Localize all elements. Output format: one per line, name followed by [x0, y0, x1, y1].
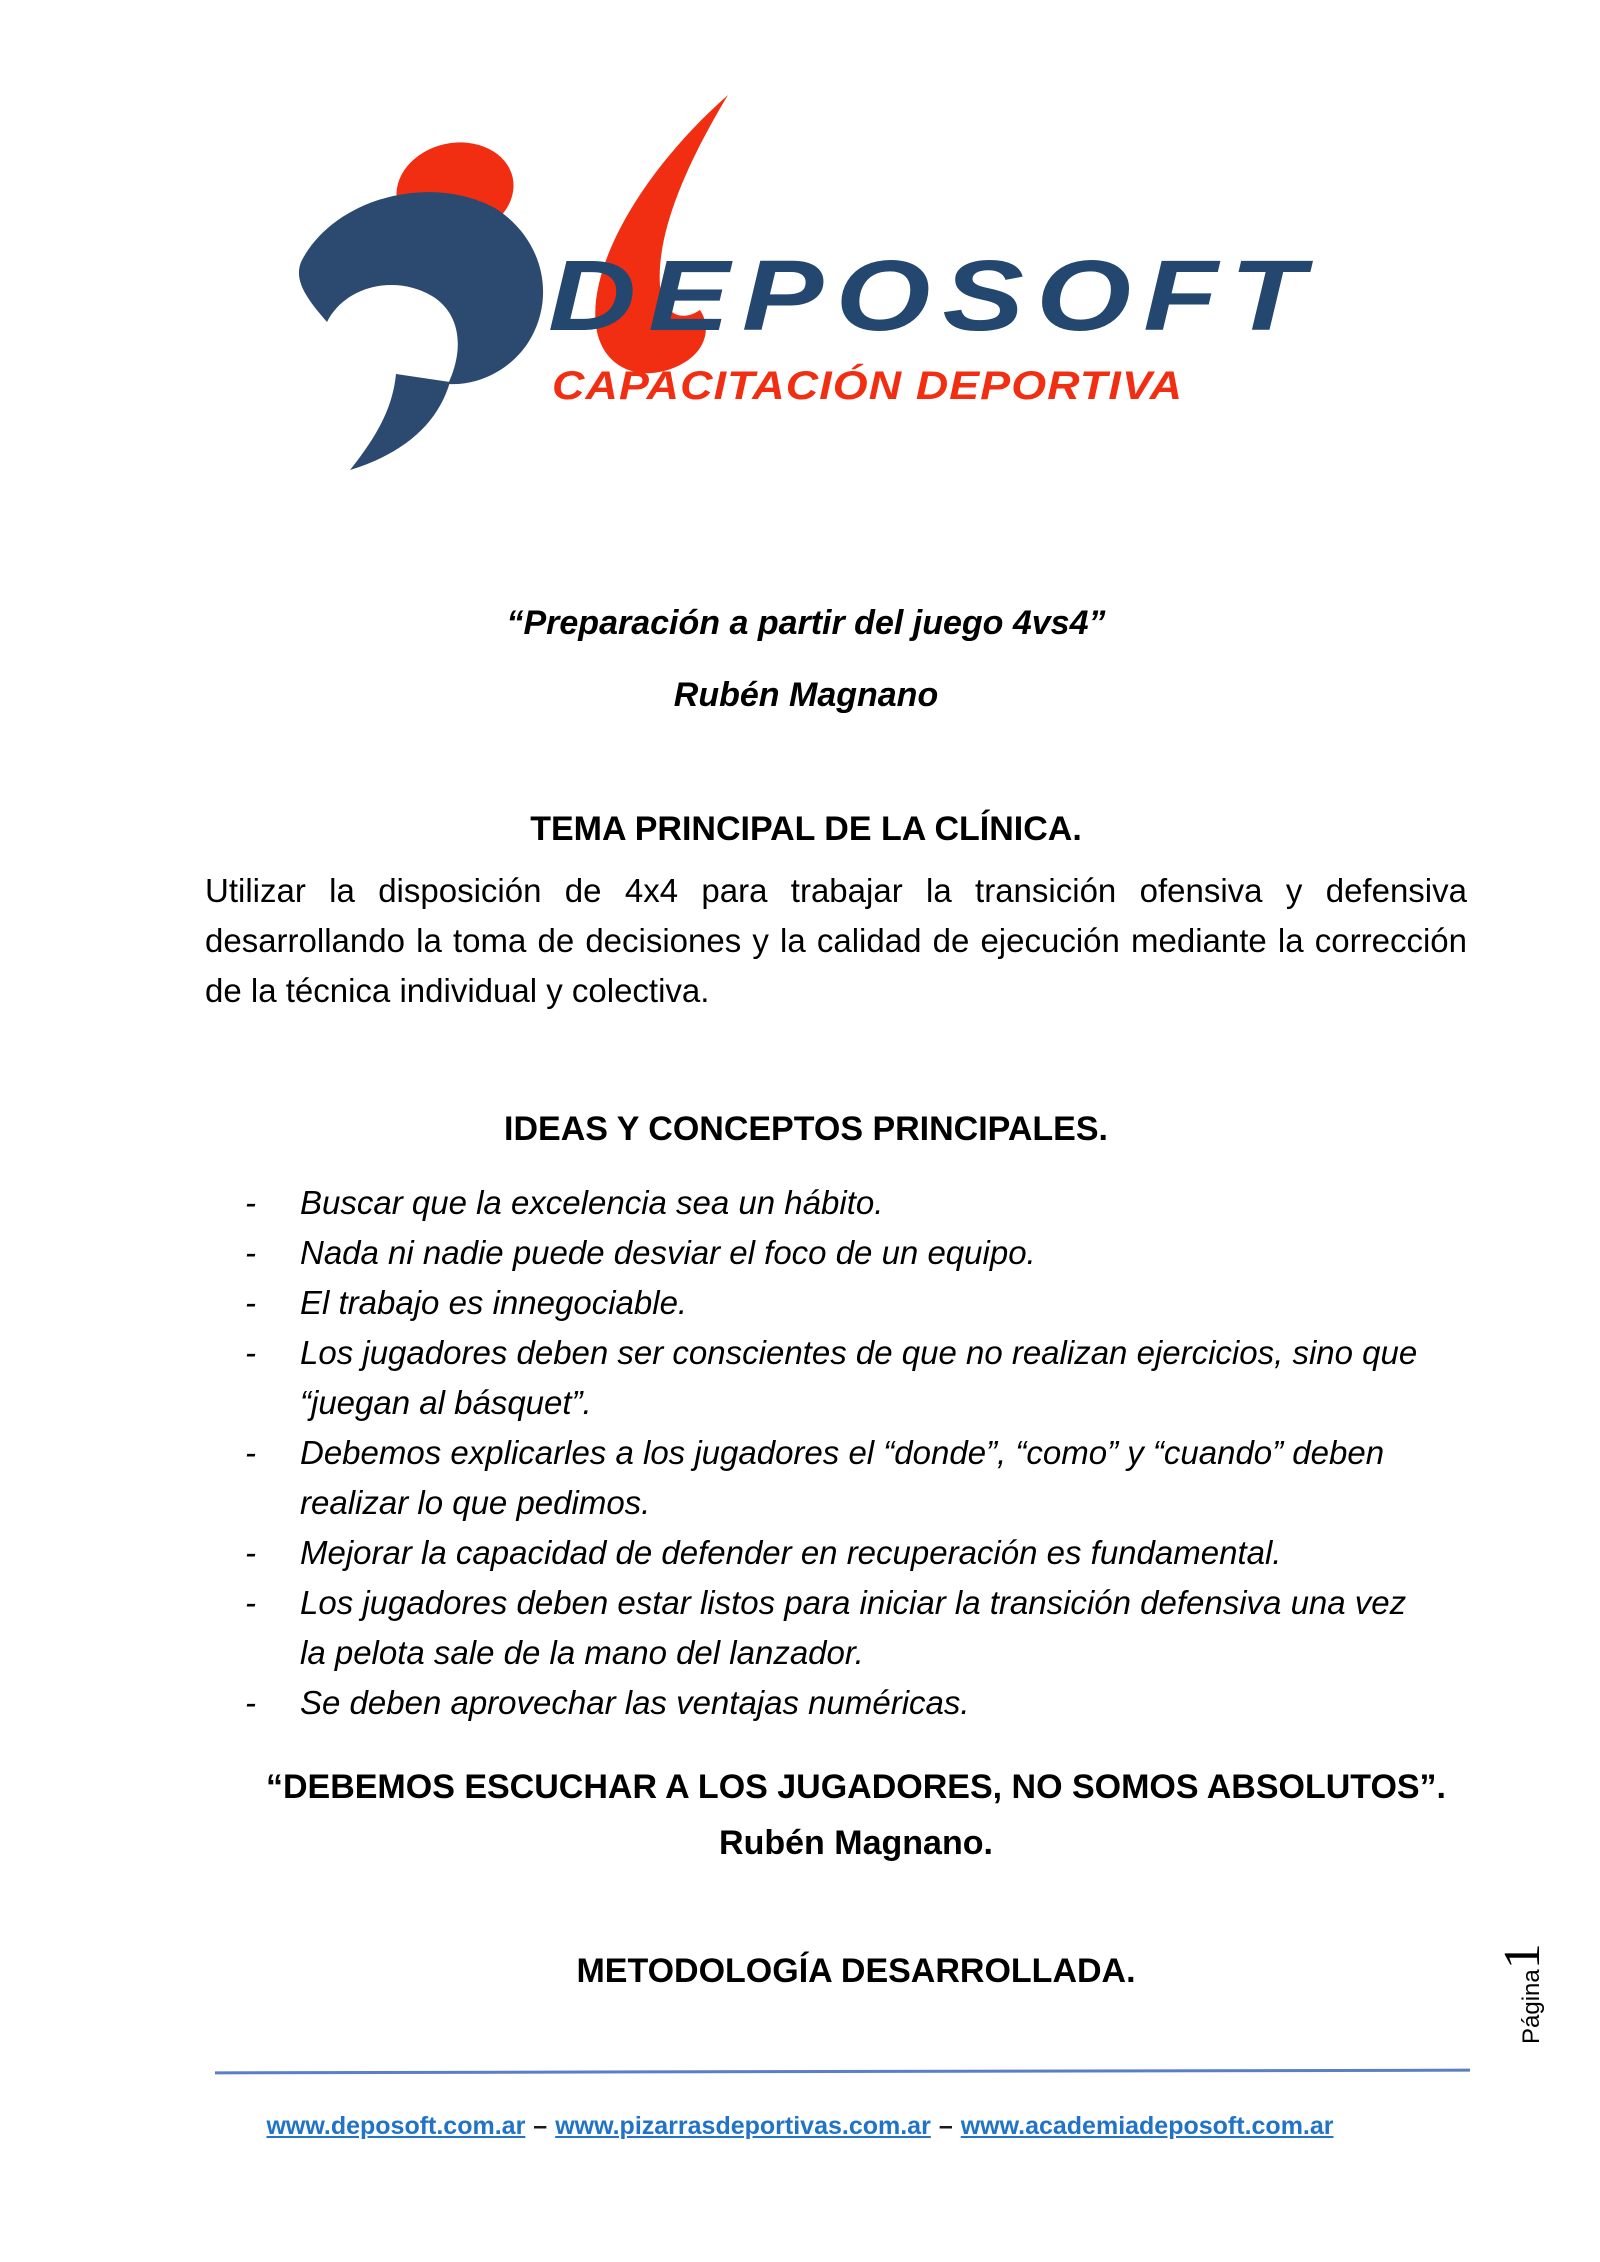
list-item-text: El trabajo es innegociable.: [300, 1284, 688, 1321]
quote-text: “DEBEMOS ESCUCHAR A LOS JUGADORES, NO SOMOS ABSOLUTOS”.: [265, 1768, 1447, 1806]
list-item-text: Buscar que la excelencia sea un hábito.: [300, 1184, 884, 1221]
list-item-text: Mejorar la capacidad de defender en recuperación es fundamental.: [300, 1534, 1282, 1571]
list-item: [245, 1428, 1445, 1528]
list-item-text: Los jugadores deben estar listos para iniciar la transición defensiva una vez la pelota sale de la mano del lanzador.: [300, 1584, 1407, 1671]
list-item-text: Se deben aprovechar las ventajas numéricas.: [300, 1684, 970, 1721]
link-separator: –: [533, 2112, 548, 2140]
bullet-marker: -: [245, 1334, 256, 1371]
clinic-title: “Preparación a partir del juego 4vs4”: [506, 604, 1106, 642]
tema-body: Utilizar la disposición de 4x4 para trabajar la transición ofensiva y defensiva desarrollando la toma de decisiones y la calidad de ejecución mediante la corrección de la técnica individual y colectiva.: [205, 872, 1467, 1009]
list-item: [245, 1228, 1445, 1278]
clinic-author: Rubén Magnano: [673, 676, 939, 714]
list-item: [245, 1528, 1445, 1578]
list-item-text: Los jugadores deben ser conscientes de que no realizan ejercicios, sino que “juegan al básquet”.: [300, 1334, 1418, 1421]
footer-divider: [215, 2069, 1470, 2075]
bullet-marker: -: [245, 1584, 256, 1621]
page-number-label: Página: [1518, 1969, 1545, 2044]
metodologia-heading: METODOLOGÍA DESARROLLADA.: [576, 1952, 1136, 1990]
bullet-marker: -: [245, 1434, 256, 1471]
list-item-text: Debemos explicarles a los jugadores el “donde”, “como” y “cuando” deben realizar lo que pedimos.: [300, 1434, 1385, 1521]
link-separator: –: [938, 2112, 953, 2140]
bullet-marker: -: [245, 1684, 256, 1721]
list-item: [245, 1178, 1445, 1228]
quote-author: Rubén Magnano.: [719, 1824, 993, 1862]
footer-links: [0, 2112, 1600, 2141]
bullet-marker: -: [245, 1184, 256, 1221]
page-number-value: 1: [1494, 1943, 1551, 1970]
page-number: [1493, 1884, 1551, 2044]
logo-tagline-text: CAPACITACIÓN DEPORTIVA: [552, 364, 1184, 408]
footer-link-deposoft[interactable]: www.deposoft.com.ar: [266, 2112, 526, 2140]
ideas-heading: IDEAS Y CONCEPTOS PRINCIPALES.: [504, 1110, 1108, 1148]
logo-brand-text: DEPOSOFT: [548, 240, 1317, 352]
list-item: [245, 1278, 1445, 1328]
bullet-marker: -: [245, 1534, 256, 1571]
list-item-text: Nada ni nadie puede desviar el foco de un equipo.: [300, 1234, 1036, 1271]
bullet-marker: -: [245, 1234, 256, 1271]
deposoft-logo: [200, 78, 1340, 478]
tema-heading: TEMA PRINCIPAL DE LA CLÍNICA.: [530, 810, 1082, 848]
bullet-marker: -: [245, 1284, 256, 1321]
list-item: [245, 1678, 1445, 1728]
list-item: [245, 1328, 1445, 1428]
list-item: [245, 1578, 1445, 1678]
footer-link-academiadeposoft[interactable]: www.academiadeposoft.com.ar: [960, 2112, 1334, 2140]
ideas-list: [245, 1178, 1445, 1728]
footer-link-pizarrasdeportivas[interactable]: www.pizarrasdeportivas.com.ar: [555, 2112, 931, 2140]
